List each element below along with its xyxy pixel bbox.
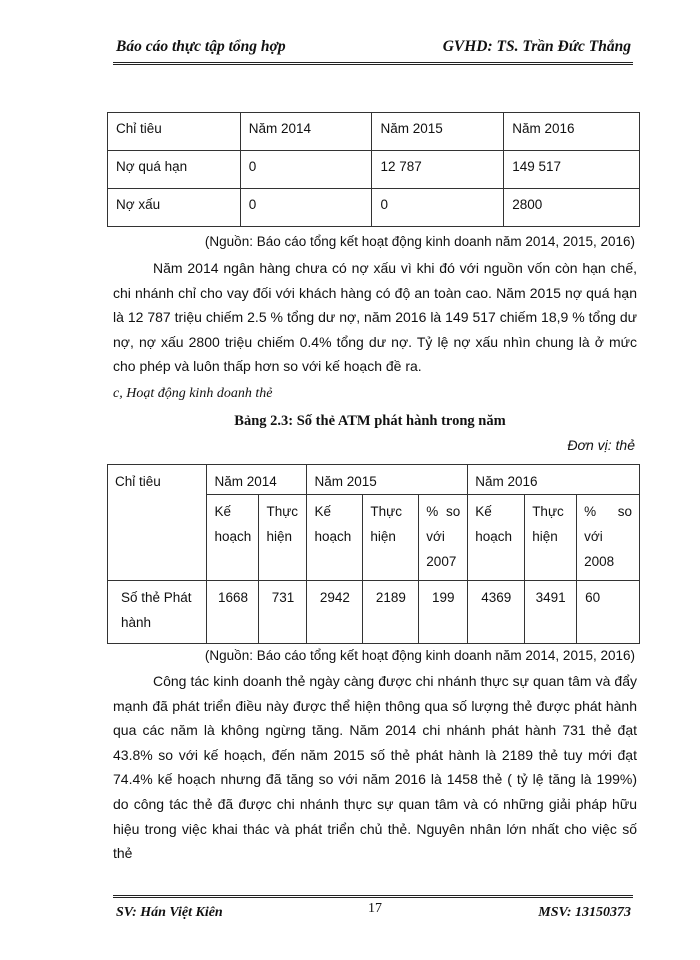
section-title: c, Hoạt động kinh doanh thẻ xyxy=(113,386,273,401)
header-supervisor: GVHD: TS. Trần Đức Thắng xyxy=(442,38,631,55)
table-header-cell: Chỉ tiêu xyxy=(108,465,207,581)
atm-card-table xyxy=(107,464,640,644)
table-year-header: Năm 2014 xyxy=(207,465,307,495)
paragraph-cards: Công tác kinh doanh thẻ ngày càng được chi nhánh thực sự quan tâm và đẩy mạnh đã phát triển điều này được thể hiện thông qua số lượng thẻ được phát hành qua các năm là không ngừng tăng. Năm 2014 chi nhánh phát hành 731 thẻ đạt 43.8% so với kế hoạch, đến năm 2015 số thẻ phát hành là 2189 thẻ tuy mới đạt 74.4% kế hoạch nhưng đã tăng so với năm 2016 là 1458 thẻ ( tỷ lệ tăng là 199%) do công tác thẻ đã được chi nhánh thực sự quan tâm và có những giải pháp hữu hiệu trong việc khai thác và phát triển chủ thẻ. Nguyên nhân lớn nhất cho việc số thẻ xyxy=(113,673,637,862)
table-header-cell: Năm 2014 xyxy=(240,113,372,151)
table-cell: 0 xyxy=(240,189,372,227)
table-row xyxy=(108,581,640,644)
footer-student-id: MSV: 13150373 xyxy=(538,905,631,920)
table-cell: Nợ quá hạn xyxy=(108,151,241,189)
table-row xyxy=(108,189,640,227)
table-subheader-cell: Kế hoạch xyxy=(468,495,525,581)
table-cell: 60 xyxy=(577,581,640,644)
page-header xyxy=(113,28,633,65)
table2-title: Bảng 2.3: Số thẻ ATM phát hành trong năm xyxy=(234,413,506,429)
table-header-row xyxy=(108,465,640,495)
table2-source: (Nguồn: Báo cáo tổng kết hoạt động kinh doanh năm 2014, 2015, 2016) xyxy=(204,648,635,663)
table-cell: 0 xyxy=(240,151,372,189)
table-cell: 731 xyxy=(259,581,307,644)
overdue-debt-table xyxy=(107,112,640,227)
page-number: 17 xyxy=(368,901,382,916)
table-year-header: Năm 2016 xyxy=(468,465,640,495)
table-subheader-cell: Thực hiện xyxy=(259,495,307,581)
table-header-row xyxy=(108,113,640,151)
page-footer xyxy=(113,895,633,922)
table-cell: 2800 xyxy=(504,189,640,227)
table-cell: 0 xyxy=(372,189,504,227)
table1-source: (Nguồn: Báo cáo tổng kết hoạt động kinh doanh năm 2014, 2015, 2016) xyxy=(204,234,635,249)
table-cell: 12 787 xyxy=(372,151,504,189)
table-cell: 1668 xyxy=(207,581,259,644)
table-header-cell: Năm 2016 xyxy=(504,113,640,151)
table-row xyxy=(108,151,640,189)
table-year-header: Năm 2015 xyxy=(307,465,468,495)
table-subheader-cell: Kế hoạch xyxy=(207,495,259,581)
table-cell: 2189 xyxy=(363,581,419,644)
table-cell: Số thẻ Phát hành xyxy=(108,581,207,644)
unit-label: Đơn vị: thẻ xyxy=(567,437,635,453)
table-cell: 149 517 xyxy=(504,151,640,189)
table-subheader-cell: Thực hiện xyxy=(363,495,419,581)
header-report-title: Báo cáo thực tập tổng hợp xyxy=(116,38,286,55)
table-subheader-cell: Thực hiện xyxy=(525,495,577,581)
table-header-cell: Chỉ tiêu xyxy=(108,113,241,151)
table-subheader-cell: Kế hoạch xyxy=(307,495,363,581)
table-subheader-cell: % so với 2007 xyxy=(419,495,468,581)
table-cell: 2942 xyxy=(307,581,363,644)
table-cell: 3491 xyxy=(525,581,577,644)
footer-student: SV: Hán Việt Kiên xyxy=(116,905,223,920)
table-cell: 199 xyxy=(419,581,468,644)
table-cell: Nợ xấu xyxy=(108,189,241,227)
table-cell: 4369 xyxy=(468,581,525,644)
paragraph-debt: Năm 2014 ngân hàng chưa có nợ xấu vì khi đó với nguồn vốn còn hạn chế, chi nhánh chỉ cho vay đối với khách hàng có độ an toàn cao. Năm 2015 nợ quá hạn là 12 787 triệu chiếm 2.5 % tổng dư nợ, năm 2016 là 149 517 chiếm 18,9 % tổng dư nợ, nợ xấu 2800 triệu chiếm 0.4% tổng dư nợ. Tỷ lệ nợ xấu nhìn chung là ở mức cho phép và luôn thấp hơn so với kế hoạch đề ra. xyxy=(113,260,637,375)
table-header-cell: Năm 2015 xyxy=(372,113,504,151)
table-subheader-cell: % so với 2008 xyxy=(577,495,640,581)
